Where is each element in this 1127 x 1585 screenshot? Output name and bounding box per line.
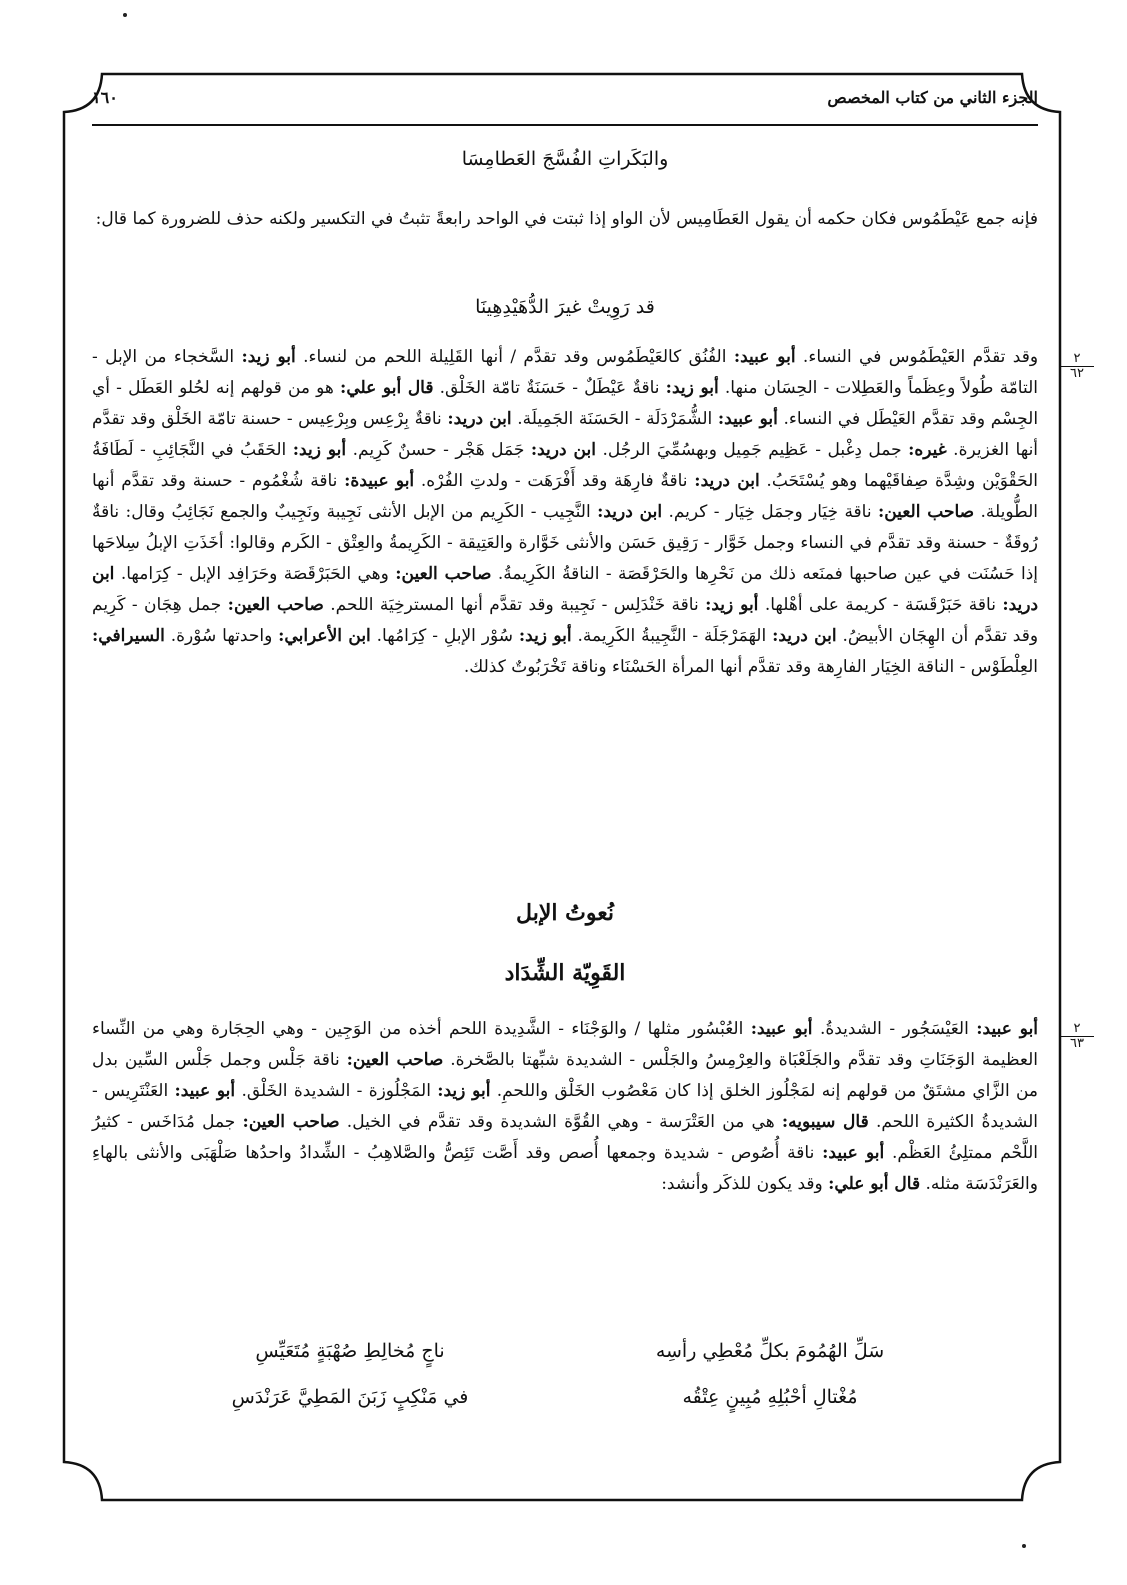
author-name: قال أبو علي: [828, 1174, 921, 1194]
author-name: أبو زيد: [665, 378, 719, 398]
text-run: هو من قولهم إنه لحُلو العَطَل - أي الجِسْم وقد تقدَّم العَيْطَل في النساء. [92, 378, 1039, 429]
author-name: أبو زيد: [292, 440, 347, 460]
text-run: وقد يكون للذكَر وأنشد: [661, 1174, 823, 1194]
paragraph-1: فإنه جمع عَيْطَمُوس فكان حكمه أن يقول العَطَامِيس لأن الواو إذا ثبتت في الواحد رابعةً تثبتُ في التكسير ولكنه حذف للضرورة كما قال: [95, 209, 1038, 229]
text-run: ناقة خَنْدَلِس - نَجِيبة وقد تقدَّم أنها المسترخِيَة اللحم. [330, 595, 699, 615]
page-number: ١٦٠ [92, 88, 118, 107]
text-run: الفُنُق كالعَيْطَمُوس وقد تقدَّم / أنها القَلِيلة اللحم من لنساء. [303, 347, 727, 367]
poem-hemistich-right: مُغْتالِ أحْبُلِهِ مُبِينٍ عِتْقُه [682, 1386, 858, 1408]
author-name: السيرافي: [92, 626, 165, 646]
text-run: الشُّمَرْدَلَة - الحَسَنَة الجَمِيلَة. [517, 409, 713, 429]
author-name: قال سيبويه: [781, 1112, 869, 1132]
author-name: أبو عبيد: [976, 1019, 1039, 1039]
author-name: ابن دريد: [92, 564, 1039, 615]
author-name: أبو عبيد: [822, 1143, 885, 1163]
text-run: جمل مُدَاخَس - كثيرُ اللَّحْم ممتلِئُ العَظْم. [92, 1112, 1039, 1163]
author-name: صاحب العين: [346, 1050, 444, 1070]
author-name: أبو عبيد: [750, 1019, 813, 1039]
author-name: ابن دريد: [597, 502, 663, 522]
text-run: الهَمَرْجَلَة - النَّجِيبةُ الكَرِيمة. [577, 626, 767, 646]
text-run: ناقة شُغْمُوم - حسنة وقد تقدَّم أنها الطُّويلة. [92, 471, 1039, 522]
poem-line-1 [180, 1340, 940, 1386]
page-frame [62, 72, 1062, 1502]
running-header [92, 88, 1038, 114]
margin-ref-bottom: ٦٣ [1070, 1036, 1084, 1051]
text-run: جمل هِجَان - كَرِيم وقد تقدَّم أن الهِجَان الأبيضُ. [92, 595, 1039, 646]
author-name: أبو عبيدة: [344, 471, 415, 491]
text-run: النَّجِيب - الكَرِيم من الإبل الأنثى نَجِيبة ونَجِيبٌ والجمع نَجَائِبُ وقال: ناقةٌ رُوقَةٌ - حسنة وقد تقدَّم في النساء وجمل خَوَّار - رَقِيق حَسَن والأنثى خَوَّارة والعَتِيقة - الكَرِيمةُ والعِتْق - الكَرم وقالوا: أخَذَتِ الإبلُ سِلاحَها إذا حَسُنَت في عين صاحبها فمنَعه ذلك من نَحْرِها والحَرْقَصَة - الناقةُ الكَرِيمةُ. [92, 502, 1039, 584]
author-name: صاحب العين: [395, 564, 492, 584]
poem-line-2 [180, 1386, 940, 1432]
author-name: صاحب العين: [877, 502, 975, 522]
text-run: المَجْلُوزة - الشديدة الخَلْق. [241, 1081, 431, 1101]
margin-ref-top: ٢ [1060, 352, 1094, 367]
text-run: ناقةٌ فارِهَة وقد أَفْرَهَت - ولدتِ الفُرْه. [420, 471, 688, 491]
margin-ref-bottom: ٦٢ [1070, 366, 1084, 381]
header-rule [92, 124, 1038, 126]
author-name: ابن دريد: [447, 409, 512, 429]
poem-hemistich-left: في مَنْكِبٍ زَبَنَ المَطِيَّ عَرَنْدَسِ [231, 1386, 469, 1408]
verse-line-1: والبَكَراتِ الفُسَّجَ العَطامِسَا [461, 148, 669, 170]
text-run: ناقة جَلْس وجمل جَلْس السِّين بدل من الزَّاي مشتَقٌ من قولهم إنه لمَجْلُوز الخلق إذا كان مَعْصُوب الخَلْق واللحمِ. [92, 1050, 1039, 1101]
text-run: ناقة خِيَار وجمَل خِيَار - كريم. [668, 502, 872, 522]
text-run: السَّخجاء من الإبل - التامّة طُولاً وعِظَماً والعَطِلات - الحِسَان منها. [92, 347, 1039, 398]
margin-reference-2 [1060, 1022, 1094, 1051]
author-name: أبو زيد: [241, 347, 296, 367]
author-name: أبو زيد: [518, 626, 572, 646]
text-run: ناقة حَبَرْقَسَة - كريمة على أهْلها. [764, 595, 996, 615]
text-run: واحدتها سُوْرة. [170, 626, 273, 646]
text-run: هي من العَتْرَسة - وهي القُوَّة الشديدة وقد تقدَّم في الخيل. [346, 1112, 775, 1132]
section-heading: نُعوتُ الإبل [516, 900, 614, 926]
text-run: العَيْسَجُور - الشديدةُ. [819, 1019, 969, 1039]
author-name: صاحب العين: [227, 595, 324, 615]
poem [180, 1340, 940, 1432]
text-run: العُبْسُور مثلها / والوَجْنَاء - الشَّدِيدة اللحم أخذه من الوَجِين - وهي الحِجَارة وهي من النِّساء العظيمة الوَجَنَاتِ وقد تقدَّم والجَلَعْبَاة والعِرْمِسُ والجَلْس - الشديدة شبِّهتا بالصَّخرة. [92, 1019, 1039, 1070]
author-name: أبو عبيد: [174, 1081, 236, 1101]
author-name: قال أبو علي: [340, 378, 434, 398]
book-title: الجزء الثاني من كتاب المخصص [827, 88, 1038, 107]
text-run: جَمَل هَجْر - حسنٌ كَرِيم. [352, 440, 525, 460]
author-name: أبو عبيد: [717, 409, 778, 429]
text-run: العَنْتَرِيس - الشديدةُ الكثيرة اللحم. [92, 1081, 1039, 1132]
text-run: ناقة أُصُوص - شديدة وجمعها أُصص وقد أَصَّت تَئِصُّ والصَّلاهِبُ - الشِّدادُ واحدُها صَلْهَبَى والأنثى بالهاءِ والعَرَنْدَسَة مثله. [92, 1143, 1038, 1194]
margin-reference-1 [1060, 352, 1094, 381]
speck-mark [1022, 1544, 1026, 1548]
ornamental-border [62, 72, 1062, 1502]
text-run: جمل دِغْبل - عَظِيم جَمِيل وبهسُمِّيَ الرجُل. [602, 440, 902, 460]
poem-hemistich-right: سَلِّ الهُمُومَ بكلِّ مُعْطِي رأسِه [655, 1340, 885, 1362]
subsection-heading: القَوِيّة الشِّدَاد [504, 960, 626, 986]
paragraph-2 [92, 342, 1038, 683]
author-name: أبو زيد: [437, 1081, 491, 1101]
verse-line-2: قد رَوِيتْ غيرَ الدُّهَيْدِهِينَا [475, 296, 655, 318]
paragraph-3 [92, 1014, 1038, 1200]
margin-ref-top: ٢ [1060, 1022, 1094, 1037]
text-run: العِلْطَوْس - الناقة الخِيَار الفارِهة وقد تقدَّم أنها المرأة الحَسْنَاء وناقة تَخْرَبُوتٌ كذلك. [463, 657, 1038, 677]
text-run: الحَقَبُ في النَّجَائِبِ - لَطَافَةُ الحَقْوَيْن وشِدَّة صِفاقَيْهما وهو يُسْتَحَبُ. [92, 440, 1038, 491]
author-name: أبو عبيد: [733, 347, 796, 367]
author-name: صاحب العين: [242, 1112, 340, 1132]
text-run: وهي الحَبَرْقَصَة وحَرَافِد الإبل - كِرَامها. [120, 564, 389, 584]
text-run: ناقةٌ بِرْعِس وبِرْعِيس - حسنة تامّة الخَلْق وقد تقدَّم أنها الغزيرة. [92, 409, 1039, 460]
speck-mark [123, 13, 127, 17]
poem-hemistich-left: ناجٍ مُخالِطِ صُهْبَةٍ مُتَعَيِّسِ [255, 1340, 445, 1362]
author-name: ابن الأعرابي: [278, 626, 371, 646]
author-name: ابن دريد: [772, 626, 837, 646]
author-name: ابن دريد: [694, 471, 760, 491]
author-name: أبو زيد: [705, 595, 759, 615]
text-run: وقد تقدَّم العَيْطَمُوس في النساء. [802, 347, 1039, 367]
text-run: ناقةٌ عَيْطَلٌ - حَسَنَةٌ تامّة الخَلْق. [439, 378, 660, 398]
author-name: غيره: [908, 440, 947, 460]
text-run: سُوْر الإبلِ - كِرَامُها. [376, 626, 513, 646]
author-name: ابن دريد: [530, 440, 596, 460]
